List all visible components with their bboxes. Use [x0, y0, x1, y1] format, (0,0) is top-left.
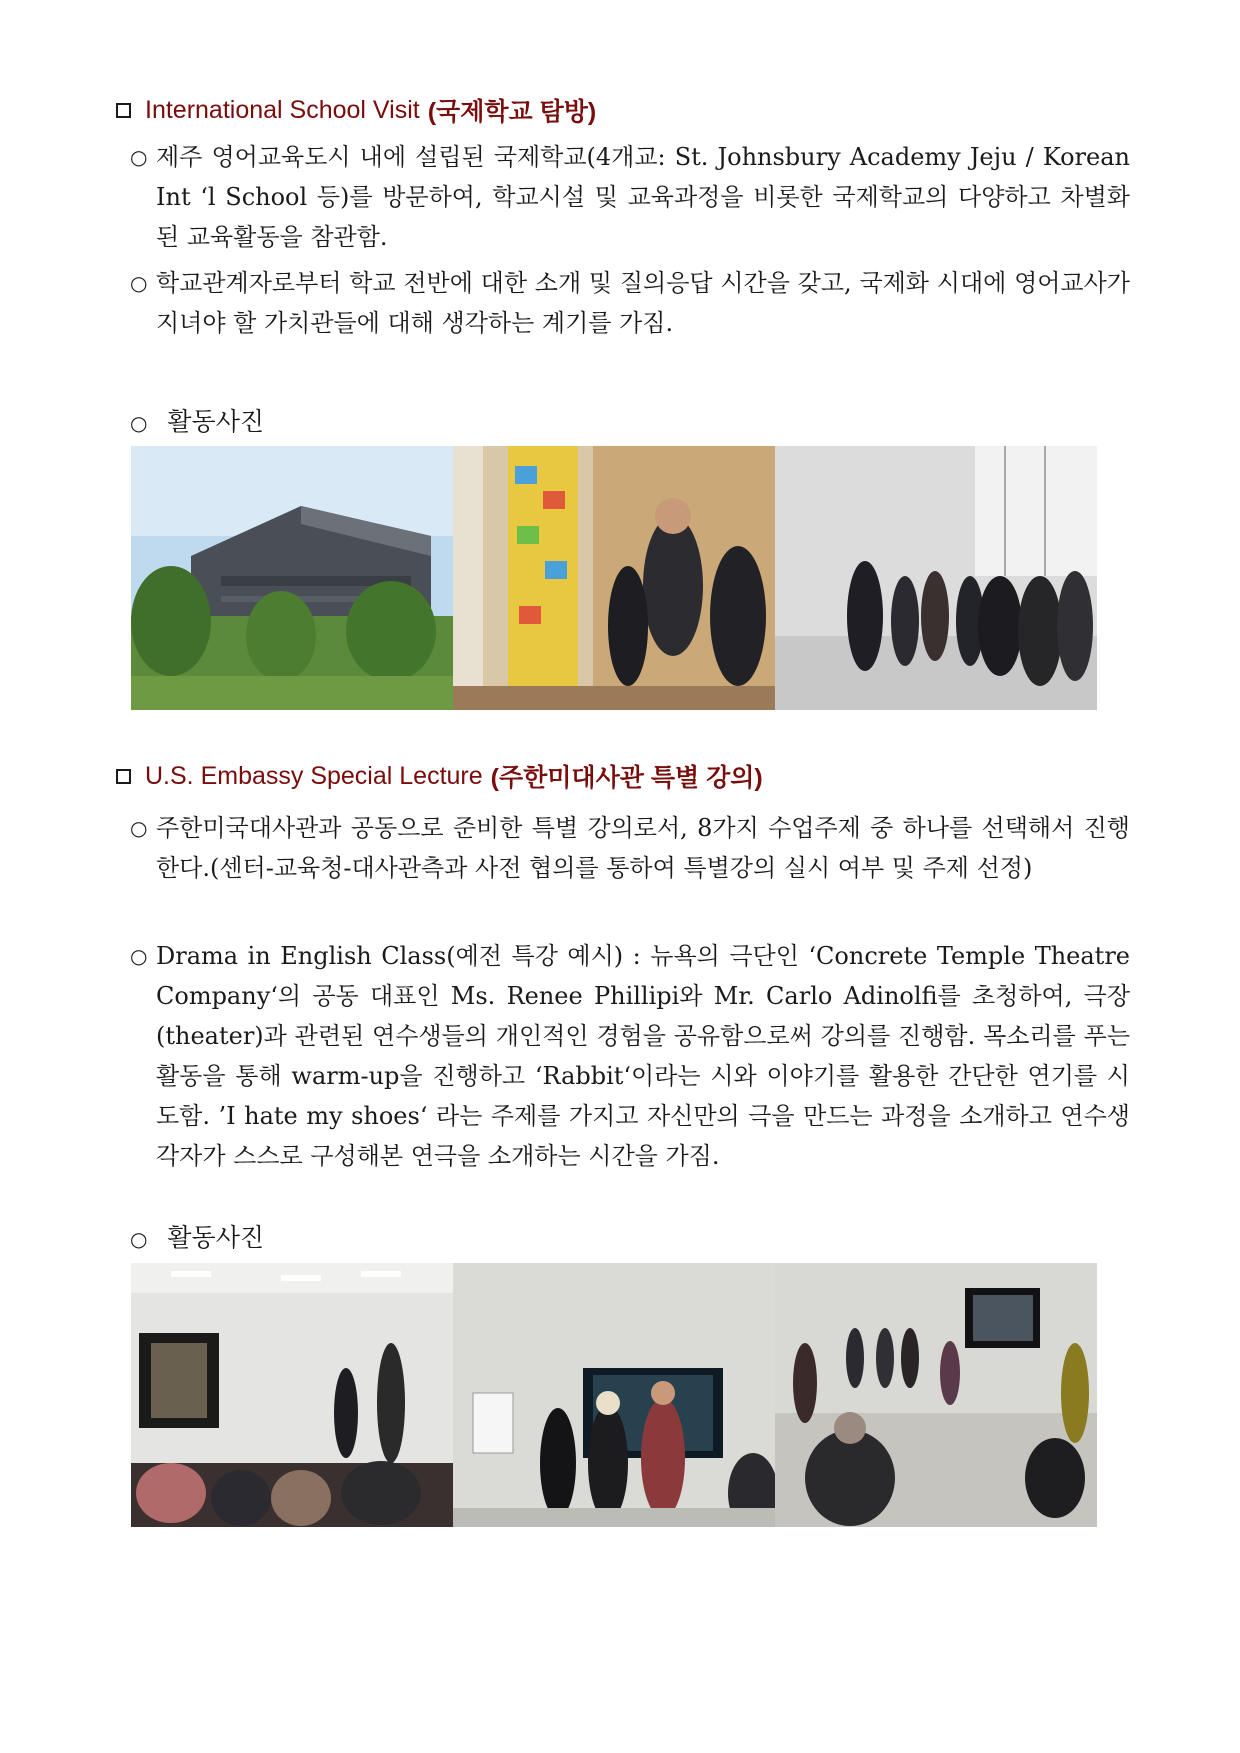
bullet-text: 주한미국대사관과 공동으로 준비한 특별 강의로서, 8가지 수업주제 중 하나를 선택해서 진행한다.(센터-교육청-대사관측과 사전 협의를 통하여 특별강의 실시 여부 및 주제 선정) — [156, 814, 1130, 882]
circle-bullet-icon: ○ — [130, 271, 148, 295]
photos-label — [130, 402, 264, 438]
heading-en: International School Visit — [145, 95, 420, 124]
circle-bullet-icon: ○ — [130, 145, 148, 169]
circle-bullet-icon: ○ — [130, 944, 148, 968]
photos-label-text: 활동사진 — [167, 1223, 265, 1252]
bullet-item — [130, 137, 1130, 257]
bullet-text: Drama in English Class(예전 특강 예시) : 뉴욕의 극단인 ‘Concrete Temple Theatre Company‘의 공동 대표인 Ms. Renee Phillipi와 Mr. Carlo Adinolfi를 초청하여, 극장(theater)과 관련된 연수생들의 개인적인 경험을 공유함으로써 강의를 진행함. 목소리를 푸는 활동을 통해 warm-up을 진행하고 ‘Rabbit‘이라는 시와 이야기를 활용한 간단한 연기를 시도함. ’I hate my shoes‘ 라는 주제를 가지고 자신만의 극을 만드는 과정을 소개하고 연수생 각자가 스스로 구성해본 연극을 소개하는 시간을 가짐. — [156, 942, 1130, 1170]
bullet-text: 제주 영어교육도시 내에 설립된 국제학교(4개교: St. Johnsbury Academy Jeju / Korean Int ‘l School 등)를 방문하여, 학교시설 및 교육과정을 비롯한 국제학교의 다양하고 차별화된 교육활동을 참관함. — [156, 143, 1130, 251]
bullet-item — [130, 936, 1130, 1176]
photos-label-text: 활동사진 — [167, 407, 265, 436]
photos-label — [130, 1218, 264, 1254]
circle-bullet-icon: ○ — [130, 816, 148, 840]
heading-ko: (국제학교 탐방) — [427, 98, 597, 126]
photo-school-lobby-group — [775, 446, 1097, 710]
checkbox-square-icon — [116, 103, 131, 118]
photo-school-hallway — [453, 446, 775, 710]
photo-lecture-performance — [453, 1263, 775, 1527]
photo-strip-embassy-lecture — [131, 1263, 1097, 1527]
heading-ko: (주한미대사관 특별 강의) — [490, 764, 763, 792]
photo-strip-school-visit — [131, 446, 1097, 710]
bullet-item — [130, 808, 1130, 888]
section-heading-international-school — [116, 92, 596, 128]
circle-bullet-icon: ○ — [130, 1227, 148, 1251]
bullet-text: 학교관계자로부터 학교 전반에 대한 소개 및 질의응답 시간을 갖고, 국제화 시대에 영어교사가 지녀야 할 가치관들에 대해 생각하는 계기를 가짐. — [156, 269, 1130, 337]
circle-bullet-icon: ○ — [130, 411, 148, 435]
section-heading-embassy-lecture — [116, 758, 763, 794]
photo-lecture-classroom — [131, 1263, 453, 1527]
photo-lecture-circle-activity — [775, 1263, 1097, 1527]
heading-en: U.S. Embassy Special Lecture — [145, 761, 483, 790]
bullet-item — [130, 263, 1130, 343]
photo-school-building — [131, 446, 453, 710]
checkbox-square-icon — [116, 769, 131, 784]
